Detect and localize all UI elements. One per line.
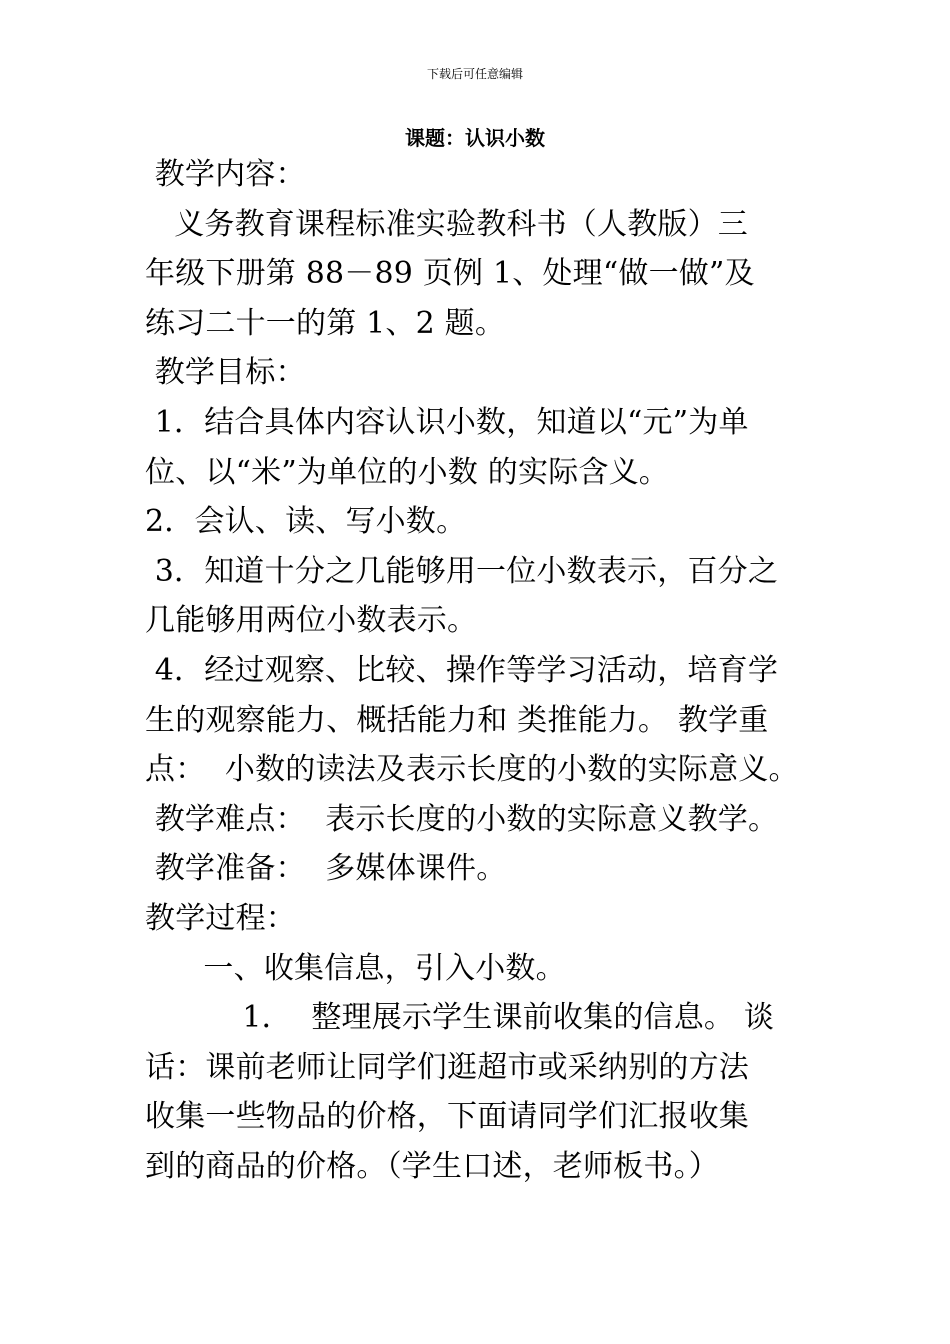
text-line: 3．知道十分之几能够用一位小数表示，百分之 bbox=[145, 553, 779, 589]
header-note: 下载后可任意编辑 bbox=[426, 67, 523, 81]
text-line: 1． 整理展示学生课前收集的信息。 谈 bbox=[145, 1000, 775, 1036]
text-line: 教学准备： 多媒体课件。 bbox=[145, 851, 507, 887]
text-line: 收集一些物品的价格，下面请同学们汇报收集 bbox=[145, 1099, 749, 1135]
text-line: 2．会认、读、写小数。 bbox=[145, 504, 467, 540]
text-line: 教学难点： 表示长度的小数的实际意义教学。 bbox=[145, 801, 779, 837]
text-line: 教学目标： bbox=[145, 355, 306, 391]
body-text bbox=[145, 150, 825, 1191]
text-line: 到的商品的价格。（学生口述，老师板书。） bbox=[145, 1148, 719, 1184]
text-line: 教学过程： bbox=[145, 900, 296, 936]
text-line: 几能够用两位小数表示。 bbox=[145, 603, 478, 639]
text-line: 一、收集信息，引入小数。 bbox=[145, 950, 566, 986]
text-line: 义务教育课程标准实验教科书（人教版）三 bbox=[145, 206, 749, 242]
text-line: 生的观察能力、概括能力和 类推能力。 教学重 bbox=[145, 702, 769, 738]
text-line: 年级下册第 88－89 页例 1、处理“做一做”及 bbox=[145, 256, 755, 292]
page-title: 课题：认识小数 bbox=[405, 126, 545, 150]
text-line: 位、以“米”为单位的小数 的实际含义。 bbox=[145, 454, 670, 490]
text-line: 练习二十一的第 1、2 题。 bbox=[145, 305, 506, 341]
text-line: 话：课前老师让同学们逛超市或采纳别的方法 bbox=[145, 1049, 749, 1085]
text-line: 4．经过观察、比较、操作等学习活动，培育学 bbox=[145, 652, 779, 688]
text-line: 点： 小数的读法及表示长度的小数的实际意义。 bbox=[145, 752, 799, 788]
text-line: 教学内容： bbox=[145, 157, 306, 192]
text-line: 1．结合具体内容认识小数，知道以“元”为单 bbox=[145, 404, 749, 440]
